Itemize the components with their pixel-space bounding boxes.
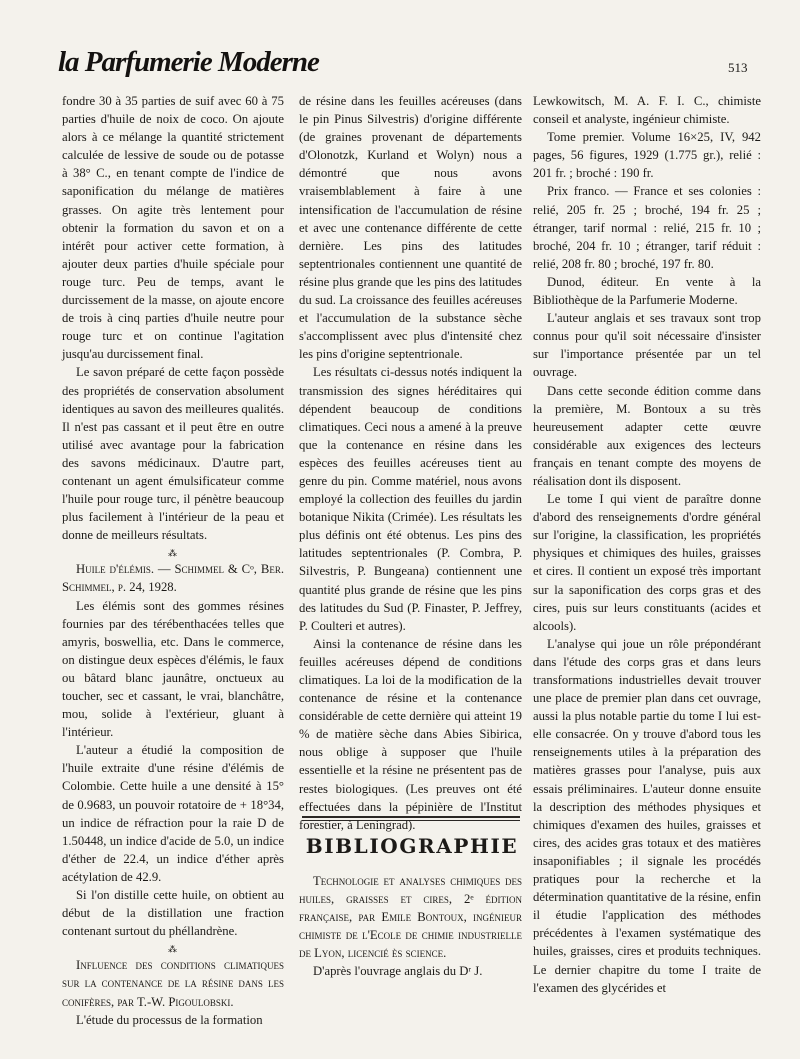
bibliography-heading: BIBLIOGRAPHIE — [305, 834, 519, 858]
paragraph: Dans cette seconde édition comme dans la première, M. Bontoux a su très heureusement adapter cette œuvre considérable aux exigences des lecteurs français en tenant compte des moyens de réalisation dont ils disposent. — [533, 383, 761, 488]
masthead-title: la Parfumerie Moderne — [58, 46, 319, 78]
paragraph: Les résultats ci-dessus notés indiquent la transmission des signes héréditaires qui dépendent beaucoup de conditions climatiques. Ceci nous a amené à la preuve que la contenance en résine dans les espèces des feuilles acéreuses tient au genre du pin. Comme matériel, nous avons employé la collection des feuilles du jardin botanique Nikita (Crimée). Les résultats les plus définis ont été obtenus. Les pins des latitudes septentrionales (P. Combra, P. Silvestris, P. Bungeana) contiennent une quantité plus grande de résine que les pins des latitudes du Sud (P. Finaster, P. Jeffrey, P. Coulteri et autres). — [299, 365, 522, 633]
paragraph: fondre 30 à 35 parties de suif avec 60 à 75 parties d'huile de noix de coco. On ajoute alors à ce mélange la quantité strictement calculée de lessive de soude ou de potasse à 38° C., en tenant compte de l'indice de saponification du mélange de matières grasses. On agite très lentement pour obtenir la formation du savon et on a intérêt pour activer cette formation, à ajouter deux parties d'huile spéciale pour rouge turc. Peu de temps, avant le durcissement de la masse, on ajoute encore de trois à cinq parties d'huile neutre pour rouge turc et on continue l'agitation jusqu'au durcissement final. — [62, 94, 284, 362]
asterism-divider: ⁂ — [168, 548, 178, 559]
column-middle — [299, 92, 522, 834]
bibliography-entry: Technologie et analyses chimiques des huiles, graisses et cires, 2ᵉ édition française, par Emile Bontoux, ingénieur chimiste de l'Ecole de chimie industrielle de Lyon, licencié ès science. — [299, 874, 522, 961]
section-rule — [302, 816, 520, 821]
paragraph: Ainsi la contenance de résine dans les feuilles acéreuses dépend de conditions climatiques. La loi de la modification de la contenance de résine et la contenance considérable de cette dernière qui atteint 19 % de matière sèche dans Abies Sibirica, nous oblige à supposer que l'huile essentielle et la résine ne présentent pas de restes biologiques. (Les preuves ont été effectuées dans la pépinière de l'Institut forestier, à Leningrad). — [299, 636, 522, 832]
paragraph: L'étude du processus de la formation — [76, 1012, 263, 1027]
paragraph: Si l'on distille cette huile, on obtient au début de la distillation une fraction contenant surtout du phéllandrène. — [62, 888, 284, 939]
paragraph: Dunod, éditeur. En vente à la Bibliothèque de la Parfumerie Moderne. — [533, 274, 761, 308]
paragraph: L'auteur a étudié la composition de l'huile extraite d'une résine d'élémis de Colombie. Cette huile a une densité à 15° de 0.9683, un pouvoir rotatoire de + 18°34, un indice de réfraction pour la raie D de 1.50448, un indice d'acide de 5.0, un indice d'éther de 22.4, un indice d'éther après acétylation de 42.9. — [62, 743, 284, 884]
column-right — [533, 92, 761, 997]
paragraph: de résine dans les feuilles acéreuses (dans le pin Pinus Silvestris) d'origine différente (de graines provenant de départements d'Olonotzk, Kurland et Wolyn) nous a démontré que nous avons vraisemblablement à faire à une intensification de l'accumulation de résine et avec une contenance différente de cette dernière. Les pins des latitudes septentrionales contiennent une quantité de résine plus grande que les pins des latitudes du sud. La croissance des feuilles acéreuses et l'accumulation de la substance sèche s'accomplissent avec plus d'intensité chez les pins d'origine septentrionale. — [299, 94, 522, 362]
asterism-divider: ⁂ — [168, 944, 178, 955]
column-left — [62, 92, 284, 1029]
paragraph: Tome premier. Volume 16×25, IV, 942 pages, 56 figures, 1929 (1.775 gr.), relié : 201 fr. ; broché : 190 fr. — [533, 130, 761, 181]
section-title-influence: Influence des conditions climatiques sur la contenance de la résine dans les conifères, par T.-W. Pigoulobski. — [62, 958, 284, 1009]
paragraph: Les élémis sont des gommes résines fournies par des térébenthacées telles que amyris, boswellia, etc. Dans le commerce, on distingue deux espèces d'élémis, le faux ou bâtard blanc jaunâtre, onctueux au toucher, sec et cassant, le vrai, blanchâtre, mou, solide à l'extérieur, gluant à l'intérieur. — [62, 598, 284, 740]
bibliography-block — [299, 872, 522, 981]
paragraph: Le savon préparé de cette façon possède des propriétés de conservation absolument identiques au savon des meilleures qualités. Il n'est pas cassant et il peut être en outre utilisé avec avantage pour la fabrication des savons médicinaux. D'autre part, contenant un agent émulsificateur comme l'huile pour rouge turc, il pénètre beaucoup plus facilement à l'intérieur de la peau et donne de meilleurs résultats. — [62, 365, 284, 543]
paragraph: Lewkowitsch, M. A. F. I. C., chimiste conseil et analyste, ingénieur chimiste. — [533, 94, 761, 127]
paragraph: L'analyse qui joue un rôle prépondérant dans l'étude des corps gras et dans leurs transformations industrielles devait trouver une place de premier plan dans cet ouvrage, aussi la plus notable partie du tome I lui est-elle consacrée. On y trouve d'abord tous les renseignements utiles à la préparation des matières grasses pour l'analyse, puis aux essais préliminaires. L'auteur donne ensuite la description des méthodes physiques et chimiques d'examen des huiles, graisses et cires, des acides gras totaux et des matières insaponifiables ; il signale les procédés pratiques pour la recherche et la détermination quantitative de la résine, enfin il étudie l'application des méthodes précédentes à l'examen systématique des huiles, graisses, cires et produits techniques. Le dernier chapitre du tome I traite de l'examen des glycérides et — [533, 636, 761, 995]
page-number: 513 — [728, 60, 748, 75]
paragraph: L'auteur anglais et ses travaux sont trop connus pour qu'il soit nécessaire d'insister sur l'importance présentée par un tel ouvrage. — [533, 311, 761, 380]
section-title-elemi: Huile d'élémis. — Schimmel & Cᵒ, Ber. Schimmel, p. 24, 1928. — [62, 562, 284, 595]
paragraph: Le tome I qui vient de paraître donne d'abord des renseignements d'ordre général sur l'origine, la classification, les propriétés physiques et chimiques des huiles, graisses et cires. Il contient un exposé très important sur la saponification des corps gras et des cires, puis sur leurs constituants (acides et alcools). — [533, 492, 761, 633]
paragraph: D'après l'ouvrage anglais du Dʳ J. — [313, 964, 483, 979]
paragraph: Prix franco. — France et ses colonies : relié, 205 fr. 25 ; broché, 194 fr. 25 ; étranger, tarif normal : relié, 215 fr. 10 ; broché, 204 fr. 10 ; étranger, tarif réduit : relié, 208 fr. 80 ; broché, 197 fr. 80. — [533, 184, 761, 271]
